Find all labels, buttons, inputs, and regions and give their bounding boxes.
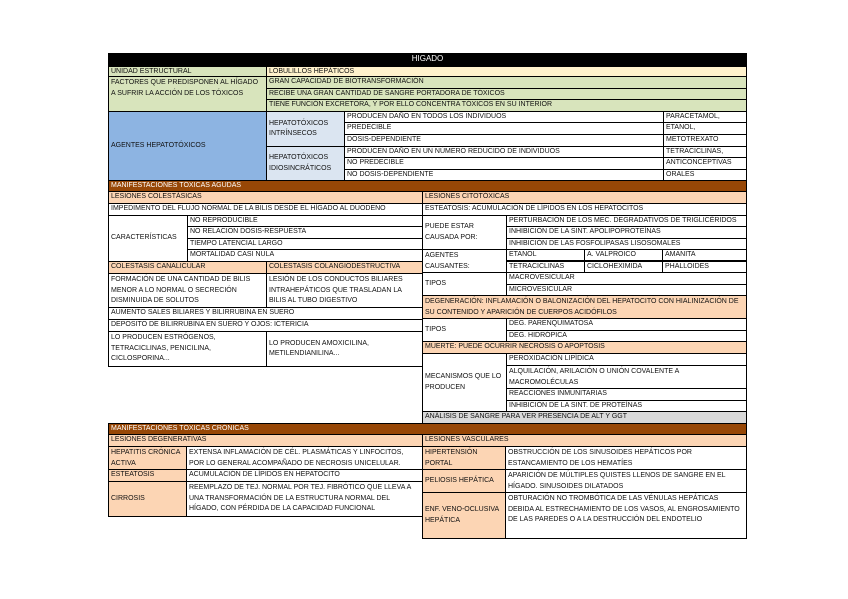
agentes-causantes-label: AGENTES CAUSANTES:: [422, 249, 507, 273]
mecanismos-label: MECANISMOS QUE LO PRODUCEN: [422, 353, 507, 412]
idiosincraticos-item: NO DOSIS-DEPENDIENTE: [344, 169, 664, 181]
hipertension-label: HIPERTENSIÓN PORTAL: [422, 446, 506, 470]
esteatosis-cronica-label: ESTEATOSIS: [108, 469, 187, 482]
cronicas-header: MANIFESTACIONES TÓXICAS CRÓNICAS: [108, 423, 747, 435]
aumento-text: AUMENTO SALES BILIARES Y BILIRRUBINA EN SUERO: [108, 307, 423, 320]
colangio-text: LESIÓN DE LOS CONDUCTOS BILIARES INTRAHEPÁTICOS QUE TRASLADAN LA BILIS AL TUBO DIGESTIVO: [266, 273, 423, 308]
agente-causante: AMANITA: [662, 249, 747, 261]
causa-item: PERTURBACIÓN DE LOS MEC. DEGRADATIVOS DE TRIGLICÉRIDOS: [506, 215, 747, 227]
peliosis-text: APARICIÓN DE MÚLTIPLES QUISTES LLENOS DE SANGRE EN EL HÍGADO. SINUSOIDES DILATADOS: [505, 469, 747, 493]
deposito-text: DEPOSITO DE BILIRRUBINA EN SUERO Y OJOS: ICTERICIA: [108, 319, 423, 332]
hipertension-text: OBSTRUCCIÓN DE LOS SINUSOIDES HEPÁTICOS POR ESTANCAMIENTO DE LOS HEMATÍES: [505, 446, 747, 470]
agente-causante: PHALLOIDES: [662, 261, 747, 273]
agente-causante: ETANOL: [506, 249, 585, 261]
agente-causante: CICLOHEXIMIDA: [584, 261, 663, 273]
hepatitis-label: HEPATITIS CRÓNICA ACTIVA: [108, 446, 187, 470]
causa-item: INHIBICIÓN DE LA SINT. APOLIPOPROTEÍNAS: [506, 226, 747, 239]
intrinsecos-example: METOTREXATO: [663, 134, 747, 147]
caracteristica-item: NO RELACION DOSIS-RESPUESTA: [187, 226, 423, 239]
agente-causante: A. VALPROICO: [584, 249, 663, 261]
veno-oclusiva-label: ENF. VENO-OCLUSIVA HEPÁTICA: [422, 492, 506, 539]
unidad-label: UNIDAD ESTRUCTURAL: [108, 66, 267, 77]
tipo-degeneracion: DEG. PARENQUIMATOSA: [506, 318, 747, 331]
vasculares-header: LESIONES VASCULARES: [422, 434, 747, 447]
hepatitis-text: EXTENSA INFLAMACIÓN DE CÉL. PLASMÁTICAS Y LINFOCITOS, POR LO GENERAL ACOMPAÑADO DE NECROSIS UNICELULAR.: [186, 446, 423, 470]
caracteristica-item: MORTALIDAD CASI NULA: [187, 249, 423, 262]
cirrosis-text: REEMPLAZO DE TEJ. NORMAL POR TEJ. FIBRÓTICO QUE LLEVA A UNA TRANSFORMACIÓN DE LA ESTRUCTURA NORMAL DEL HÍGADO, CON PÉRDIDA DE LA CAPACIDAD FUNCIONAL: [186, 481, 423, 517]
colangio-agents: LO PRODUCEN AMOXICILINA, METILENDIANILINA...: [266, 331, 423, 367]
analisis-text: ANÁLISIS DE SANGRE PARA VER PRESENCIA DE ALT Y GGT: [422, 411, 747, 424]
mecanismo-item: PEROXIDACIÓN LIPÍDICA: [506, 353, 747, 366]
tipos-label: TIPOS: [422, 272, 507, 296]
caracteristica-item: TIEMPO LATENCIAL LARGO: [187, 238, 423, 250]
mecanismo-item: ALQUILACIÓN, ARILACIÓN O UNIÓN COVALENTE A MACROMOLÉCULAS: [506, 365, 747, 389]
cirrosis-label: CIRROSIS: [108, 481, 187, 517]
intrinsecos-label: HEPATOTÓXICOS INTRÍNSECOS: [266, 111, 345, 147]
idiosincraticos-item: PRODUCEN DAÑO EN UN NÚMERO REDUCIDO DE INDIVIDUOS: [344, 146, 664, 158]
page-title: HIGADO: [108, 53, 747, 66]
idiosincraticos-example: ORALES: [663, 169, 747, 181]
agentes-label: AGENTES HEPATOTÓXICOS: [108, 111, 267, 181]
mecanismo-item: INHIBICIÓN DE LA SINT. DE PROTEÍNAS: [506, 400, 747, 412]
citotoxicas-header: LESIONES CITOTÓXICAS: [422, 191, 747, 204]
veno-oclusiva-text: OBTURACIÓN NO TROMBÓTICA DE LAS VÉNULAS HEPÁTICAS DEBIDA AL ESTRECHAMIENTO DE LOS VASOS, AL ENGROSAMIENTO DE LAS PAREDES O A LA DESTRUCCIÓN DEL ENDOTELIO: [505, 492, 747, 539]
intrinsecos-item: DOSIS-DEPENDIENTE: [344, 134, 664, 147]
agudas-header: MANIFESTACIONES TÓXICAS AGUDAS: [108, 180, 747, 192]
intrinsecos-item: PRODUCEN DAÑO EN TODOS LOS INDIVIDUOS: [344, 111, 664, 123]
intrinsecos-item: PREDECIBLE: [344, 122, 664, 135]
causa-label: PUEDE ESTAR CAUSADA POR:: [422, 215, 507, 250]
degeneracion-text: DEGENERACIÓN: INFLAMACIÓN O BALONIZACIÓN DEL HEPATOCITO CON HIALINIZACIÓN DE SU CONTENIDO Y APARICIÓN DE CUERPOS ACIDÓFILOS: [422, 295, 747, 319]
unidad-value: LOBULILLOS HEPÁTICOS: [266, 66, 747, 77]
degenerativas-header: LESIONES DEGENERATIVAS: [108, 434, 423, 447]
caracteristicas-label: CARACTERÍSTICAS: [108, 215, 188, 262]
colestasicas-header: LESIONES COLESTÁSICAS: [108, 191, 423, 204]
colestasicas-impedimento: IMPEDIMENTO DEL FLUJO NORMAL DE LA BILIS DESDE EL HÍGADO AL DUODENO: [108, 203, 423, 216]
causa-item: INHIBICIÓN DE LAS FOSFOLIPASAS LISOSOMALES: [506, 238, 747, 250]
mecanismo-item: REACCIONES INMUNITARIAS: [506, 388, 747, 401]
esteatosis-aguda: ESTEATOSIS: ACUMULACIÓN DE LÍPIDOS EN LOS HEPATOCITOS: [422, 203, 747, 216]
caracteristica-item: NO REPRODUCIBLE: [187, 215, 423, 227]
colangio-header: COLESTASIS COLANGIODESTRUCTIVA: [266, 261, 423, 274]
tipo-esteatosis: MICROVESICULAR: [506, 284, 747, 296]
tipo-esteatosis: MACROVESICULAR: [506, 272, 747, 285]
canalicular-text: FORMACIÓN DE UNA CANTIDAD DE BILIS MENOR A LO NORMAL O SECRECIÓN DISMINUIDA DE SOLUTOS: [108, 273, 267, 308]
canalicular-agents: LO PRODUCEN ESTRÓGENOS, TETRACICLINAS, PENICILINA, CICLOSPORINA...: [108, 331, 267, 367]
peliosis-label: PELIOSIS HEPÁTICA: [422, 469, 506, 493]
esteatosis-cronica-text: ACUMULACIÓN DE LÍPIDOS EN HEPATOCITO: [186, 469, 423, 482]
factor-item: GRAN CAPACIDAD DE BIOTRANSFORMACIÓN: [266, 76, 747, 89]
agente-causante: TETRACICLINAS: [506, 261, 585, 273]
muerte-text: MUERTE: PUEDE OCURRIR NECROSIS O APOPTOSIS: [422, 341, 747, 354]
intrinsecos-example: ETANOL,: [663, 122, 747, 135]
canalicular-header: COLESTASIS CANALICULAR: [108, 261, 267, 274]
idiosincraticos-example: ANTICONCEPTIVAS: [663, 157, 747, 170]
factor-item: RECIBE UNA GRAN CANTIDAD DE SANGRE PORTADORA DE TÓXICOS: [266, 88, 747, 100]
intrinsecos-example: PARACETAMOL,: [663, 111, 747, 123]
idiosincraticos-label: HEPATOTÓXICOS IDIOSINCRÁTICOS: [266, 146, 345, 181]
idiosincraticos-example: TETRACICLINAS,: [663, 146, 747, 158]
tipos-degeneracion-label: TIPOS: [422, 318, 507, 342]
factores-label: FACTORES QUE PREDISPONEN AL HÍGADO A SUFRIR LA ACCIÓN DE LOS TÓXICOS: [108, 76, 267, 112]
idiosincraticos-item: NO PREDECIBLE: [344, 157, 664, 170]
tipo-degeneracion: DEG. HIDRÓPICA: [506, 330, 747, 342]
factor-item: TIENE FUNCIÓN EXCRETORA, Y POR ELLO CONCENTRA TÓXICOS EN SU INTERIOR: [266, 99, 747, 112]
